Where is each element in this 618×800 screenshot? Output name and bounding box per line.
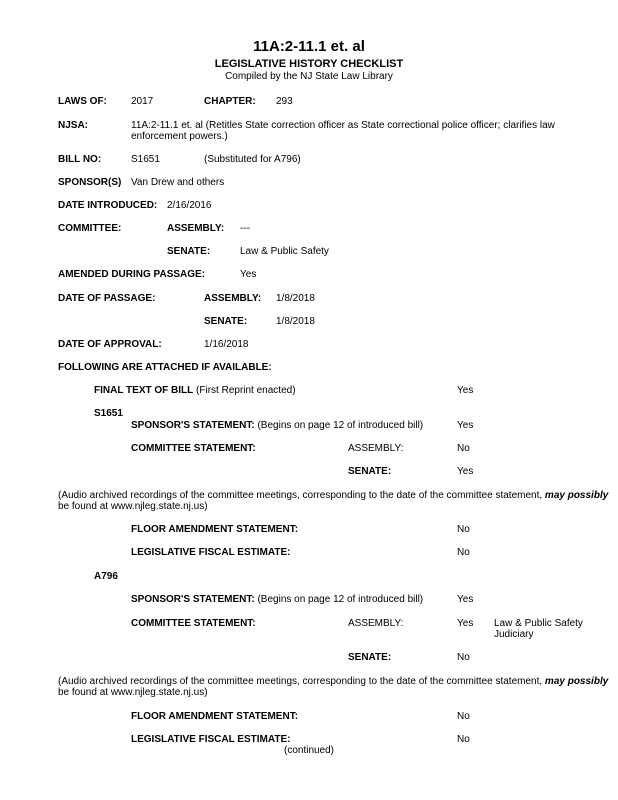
njsa-label: NJSA: [58,120,89,131]
s1651-assembly-label: ASSEMBLY: [348,443,404,454]
njsa-description-line1: 11A:2-11.1 et. al (Retitles State correction officer as State correctional police officer; clarifies law [131,120,555,131]
continued-note: (continued) [283,745,335,756]
page-title: 11A:2-11.1 et. al [253,38,365,55]
s1651-senate-label: SENATE: [348,466,392,477]
a796-senate-label: SENATE: [348,652,392,663]
a796-audio-emphasis: may possibly [544,676,609,687]
s1651-sponsor-label: SPONSOR'S STATEMENT: [131,420,255,431]
laws-of-label: LAWS OF: [58,96,107,107]
s1651-committee-label: COMMITTEE STATEMENT: [131,443,256,454]
attached-heading: FOLLOWING ARE ATTACHED IF AVAILABLE: [58,362,272,373]
amended-label: AMENDED DURING PASSAGE: [58,269,206,280]
a796-assembly-committee-2: Judiciary [494,629,534,640]
date-introduced-value: 2/16/2016 [167,200,212,211]
passage-senate-value: 1/8/2018 [276,316,315,327]
a796-sponsor-value: Yes [457,594,474,605]
passage-assembly-label: ASSEMBLY: [204,293,262,304]
a796-assembly-committee-1: Law & Public Safety [494,618,583,629]
committee-senate-label: SENATE: [167,246,211,257]
s1651-assembly-value: No [457,443,470,454]
committee-assembly-value: --- [240,223,250,234]
s1651-audio-emphasis: may possibly [544,490,609,501]
s1651-sponsor-note: (Begins on page 12 of introduced bill) [257,420,424,431]
s1651-fiscal-label: LEGISLATIVE FISCAL ESTIMATE: [131,547,291,558]
a796-assembly-label: ASSEMBLY: [348,618,404,629]
a796-sponsor-row [131,594,423,606]
a796-assembly-value: Yes [457,618,474,629]
compiled-by: Compiled by the NJ State Law Library [225,71,393,82]
s1651-bill-heading: S1651 [94,408,123,419]
bill-no-note: (Substituted for A796) [204,154,301,165]
a796-committee-label: COMMITTEE STATEMENT: [131,618,256,629]
approval-label: DATE OF APPROVAL: [58,339,162,350]
final-text-label: FINAL TEXT OF BILL [94,385,194,396]
bill-no-value: S1651 [131,154,160,165]
approval-value: 1/16/2018 [204,339,249,350]
committee-label: COMMITTEE: [58,223,122,234]
chapter-value: 293 [276,96,293,107]
s1651-floor-value: No [457,524,470,535]
s1651-floor-label: FLOOR AMENDMENT STATEMENT: [131,524,299,535]
date-introduced-label: DATE INTRODUCED: [58,200,158,211]
committee-senate-value: Law & Public Safety [240,246,329,257]
final-text-row [94,385,296,397]
s1651-audio-note-line2: be found at www.njleg.state.nj.us) [58,501,208,512]
passage-assembly-value: 1/8/2018 [276,293,315,304]
a796-audio-text: (Audio archived recordings of the committee meetings, corresponding to the date of the committee statement, [58,676,543,687]
a796-floor-label: FLOOR AMENDMENT STATEMENT: [131,711,299,722]
sponsors-value: Van Drew and others [131,177,225,188]
s1651-senate-value: Yes [457,466,474,477]
final-text-note: (First Reprint enacted) [196,385,296,396]
committee-assembly-label: ASSEMBLY: [167,223,225,234]
laws-of-value: 2017 [131,96,154,107]
njsa-description-line2: enforcement powers.) [131,131,228,142]
s1651-fiscal-value: No [457,547,470,558]
a796-fiscal-label: LEGISLATIVE FISCAL ESTIMATE: [131,734,291,745]
a796-bill-heading: A796 [94,571,118,582]
a796-fiscal-value: No [457,734,470,745]
a796-senate-value: No [457,652,470,663]
amended-value: Yes [240,269,257,280]
passage-label: DATE OF PASSAGE: [58,293,156,304]
s1651-audio-text: (Audio archived recordings of the committee meetings, corresponding to the date of the committee statement, [58,490,543,501]
s1651-sponsor-value: Yes [457,420,474,431]
chapter-label: CHAPTER: [204,96,256,107]
sponsors-label: SPONSOR(S) [58,177,122,188]
passage-senate-label: SENATE: [204,316,248,327]
a796-audio-note-line2: be found at www.njleg.state.nj.us) [58,687,208,698]
page-subtitle: LEGISLATIVE HISTORY CHECKLIST [214,58,404,70]
a796-floor-value: No [457,711,470,722]
a796-sponsor-label: SPONSOR'S STATEMENT: [131,594,255,605]
final-text-value: Yes [457,385,474,396]
bill-no-label: BILL NO: [58,154,102,165]
s1651-sponsor-row [131,420,423,432]
a796-sponsor-note: (Begins on page 12 of introduced bill) [257,594,424,605]
